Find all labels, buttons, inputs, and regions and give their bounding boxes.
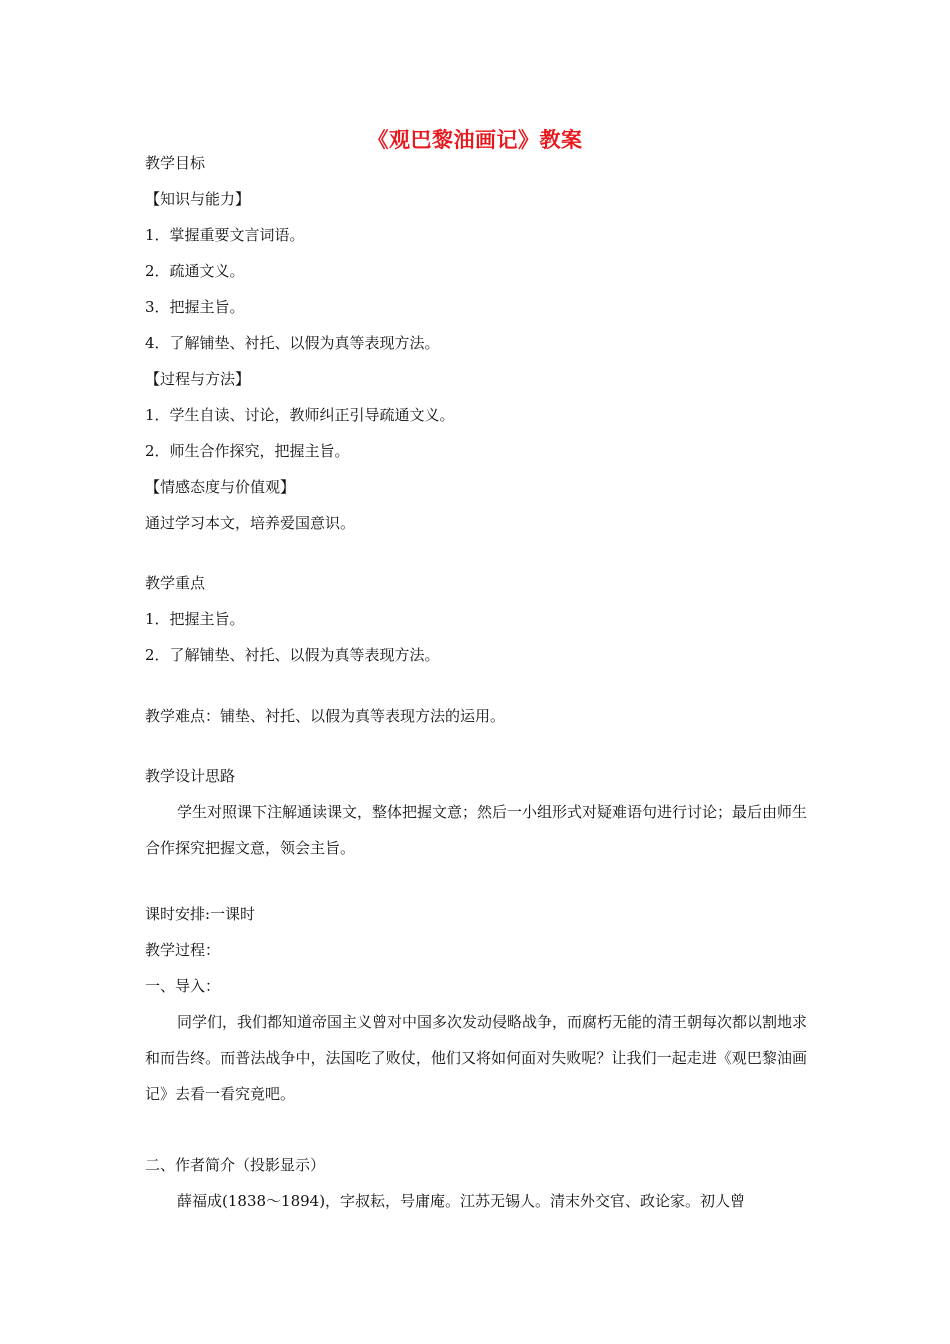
knowledge-item-4: 4．了解铺垫、衬托、以假为真等表现方法。 [145,334,440,352]
focus-heading: 教学重点 [145,574,206,592]
schedule-line: 课时安排:一课时 [145,905,256,923]
process-item-2: 2．师生合作探究，把握主旨。 [145,442,350,460]
procedure-heading: 教学过程： [145,941,221,959]
knowledge-heading: 【知识与能力】 [145,190,251,208]
author-paragraph: 薛福成(1838～1894)，字叔耘，号庸庵。江苏无锡人。清末外交官、政论家。初人曾 [177,1192,746,1210]
focus-item-2: 2．了解铺垫、衬托、以假为真等表现方法。 [145,646,440,664]
design-paragraph: 学生对照课下注解通读课文，整体把握文意；然后一小组形式对疑难语句进行讨论；最后由师生合作探究把握文意，领会主旨。 [145,803,808,857]
intro-paragraph: 同学们，我们都知道帝国主义曾对中国多次发动侵略战争，而腐朽无能的清王朝每次都以割地求和而告终。而普法战争中，法国吃了败仗，他们又将如何面对失败呢？让我们一起走进《观巴黎油画记》去看一看究竟吧。 [145,1013,808,1103]
emotion-item-1: 通过学习本文，培养爱国意识。 [145,514,356,532]
intro-heading: 一、导入： [145,977,221,995]
knowledge-item-1: 1．掌握重要文言词语。 [145,226,305,244]
author-heading: 二、作者简介（投影显示） [145,1156,326,1174]
process-heading: 【过程与方法】 [145,370,251,388]
difficulty-line: 教学难点：铺垫、衬托、以假为真等表现方法的运用。 [145,707,506,725]
design-heading: 教学设计思路 [145,767,236,785]
knowledge-item-2: 2．疏通文义。 [145,262,245,280]
process-item-1: 1．学生自读、讨论，教师纠正引导疏通文义。 [145,406,455,424]
goals-heading: 教学目标 [145,154,206,172]
document-title: 《观巴黎油画记》教案 [367,127,583,152]
focus-item-1: 1．把握主旨。 [145,610,245,628]
knowledge-item-3: 3．把握主旨。 [145,298,245,316]
emotion-heading: 【情感态度与价值观】 [145,478,296,496]
